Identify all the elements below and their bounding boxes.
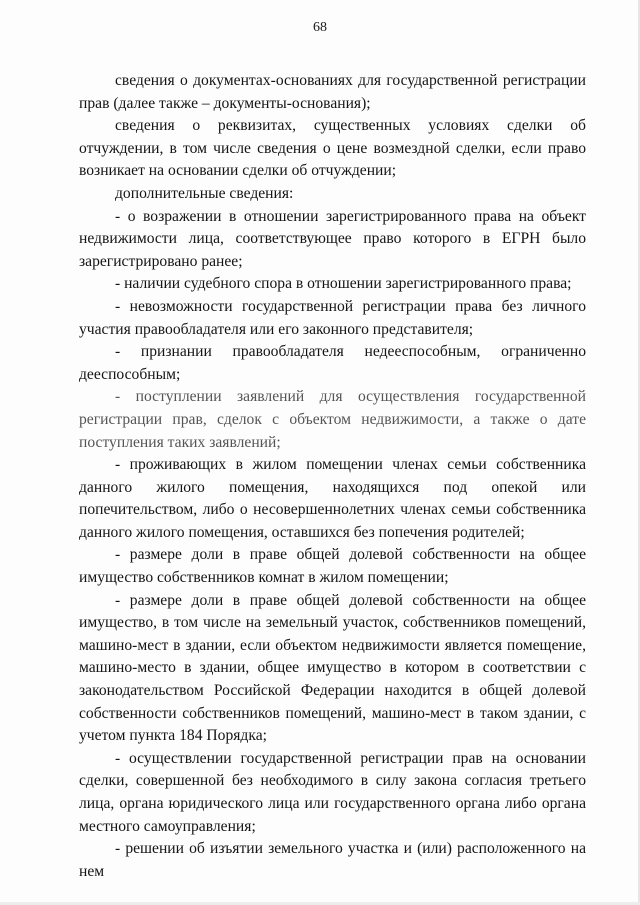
page-number: 68 (313, 20, 327, 35)
paragraph-personal-participation: - невозможности государственной регистрации права без личного участия правообладателя или его законного представителя; (79, 297, 586, 338)
paragraph-land-seizure: - решении об изъятии земельного участка и (или) расположенного на нем (79, 840, 586, 880)
paragraph-applications-received: - поступлении заявлений для осуществления государственной регистрации прав, сделок с объектом недвижимости, а также о дате поступления таких заявлений; (79, 388, 586, 451)
paragraph-transaction-details: сведения о реквизитах, существенных условиях сделки об отчуждении, в том числе сведения о цене возмездной сделки, если право возникает на основании сделки об отчуждении; (79, 117, 586, 180)
paragraph-incapacity: - признании правообладателя недееспособным, ограниченно дееспособным; (79, 343, 586, 383)
paragraph-share-rooms: - размере доли в праве общей долевой собственности на общее имущество собственников комнат в жилом помещении; (79, 546, 586, 587)
paragraph-additional-info-heading: дополнительные сведения: (115, 184, 294, 202)
document-body (79, 70, 586, 883)
paragraph-court-dispute: - наличии судебного спора в отношении зарегистрированного права; (115, 275, 572, 293)
paragraph-share-building: - размере доли в праве общей долевой собственности на общее имущество, в том числе на земельный участок, собственников помещений, машино-мест в здании, если объектом недвижимости является помещение, машино-место в здании, общее имущество в котором в соответствии с законодательством Российской Федерации находится в общей долевой собственности собственников помещений, машино-мест в таком здании, с учетом пункта 184 Порядка; (79, 591, 586, 745)
paragraph-family-members: - проживающих в жилом помещении членах семьи собственника данного жилого помещения, находящихся под опекой или попечительством, либо о несовершеннолетних членах семьи собственника данного жилого помещения, оставшихся без попечения родителей; (79, 456, 586, 541)
paragraph-documents-basis: сведения о документах-основаниях для государственной регистрации прав (далее также – документы-основания); (79, 72, 586, 112)
paragraph-consent-missing: - осуществлении государственной регистрации прав на основании сделки, совершенной без необходимого в силу закона согласия третьего лица, органа юридического лица или государственного органа либо органа местного самоуправления; (79, 749, 586, 835)
paragraph-objection: - о возражении в отношении зарегистрированного права на объект недвижимости лица, соответствующее право которого в ЕГРН было зарегистрировано ранее; (79, 207, 586, 270)
